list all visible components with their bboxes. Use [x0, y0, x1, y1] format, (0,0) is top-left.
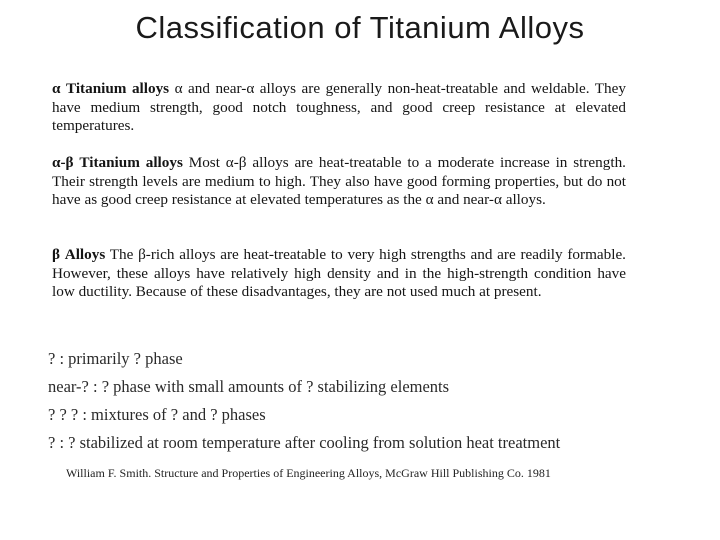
summary-line-near-alpha: near-? : ? phase with small amounts of ? stabilizing elements	[48, 377, 450, 396]
paragraph-alpha-alloys	[52, 80, 626, 136]
paragraph-body: Most α-β alloys are heat-treatable to a moderate increase in strength. Their strength levels are medium to high. They also have good forming properties, but do not have as good creep resistance at elevated temperatures as the α and near-α alloys.	[52, 154, 626, 209]
summary-line-alpha: ? : primarily ? phase	[48, 349, 183, 368]
summary-line-alpha-beta: ? ? ? : mixtures of ? and ? phases	[48, 405, 266, 424]
summary-list	[48, 345, 708, 457]
slide-title: Classification of Titanium Alloys	[135, 10, 585, 45]
summary-line-beta: ? : ? stabilized at room temperature after cooling from solution heat treatment	[48, 433, 561, 452]
citation: William F. Smith. Structure and Properties of Engineering Alloys, McGraw Hill Publishing Co. 1981	[66, 466, 551, 480]
paragraph-lead: β Alloys	[52, 246, 106, 263]
paragraph-lead: α-β Titanium alloys	[52, 154, 183, 171]
paragraph-lead: α Titanium alloys	[52, 80, 170, 97]
paragraph-body: The β-rich alloys are heat-treatable to very high strengths and are readily formable. However, these alloys have relatively high density and in the high-strength condition have low ductility. Because of these disadvantages, they are not used much at present.	[52, 246, 626, 301]
paragraph-body: α and near-α alloys are generally non-heat-treatable and weldable. They have medium strength, good notch toughness, and good creep resistance at elevated temperatures.	[52, 80, 626, 135]
paragraph-alpha-beta-alloys	[52, 154, 626, 210]
paragraph-beta-alloys	[52, 246, 626, 302]
